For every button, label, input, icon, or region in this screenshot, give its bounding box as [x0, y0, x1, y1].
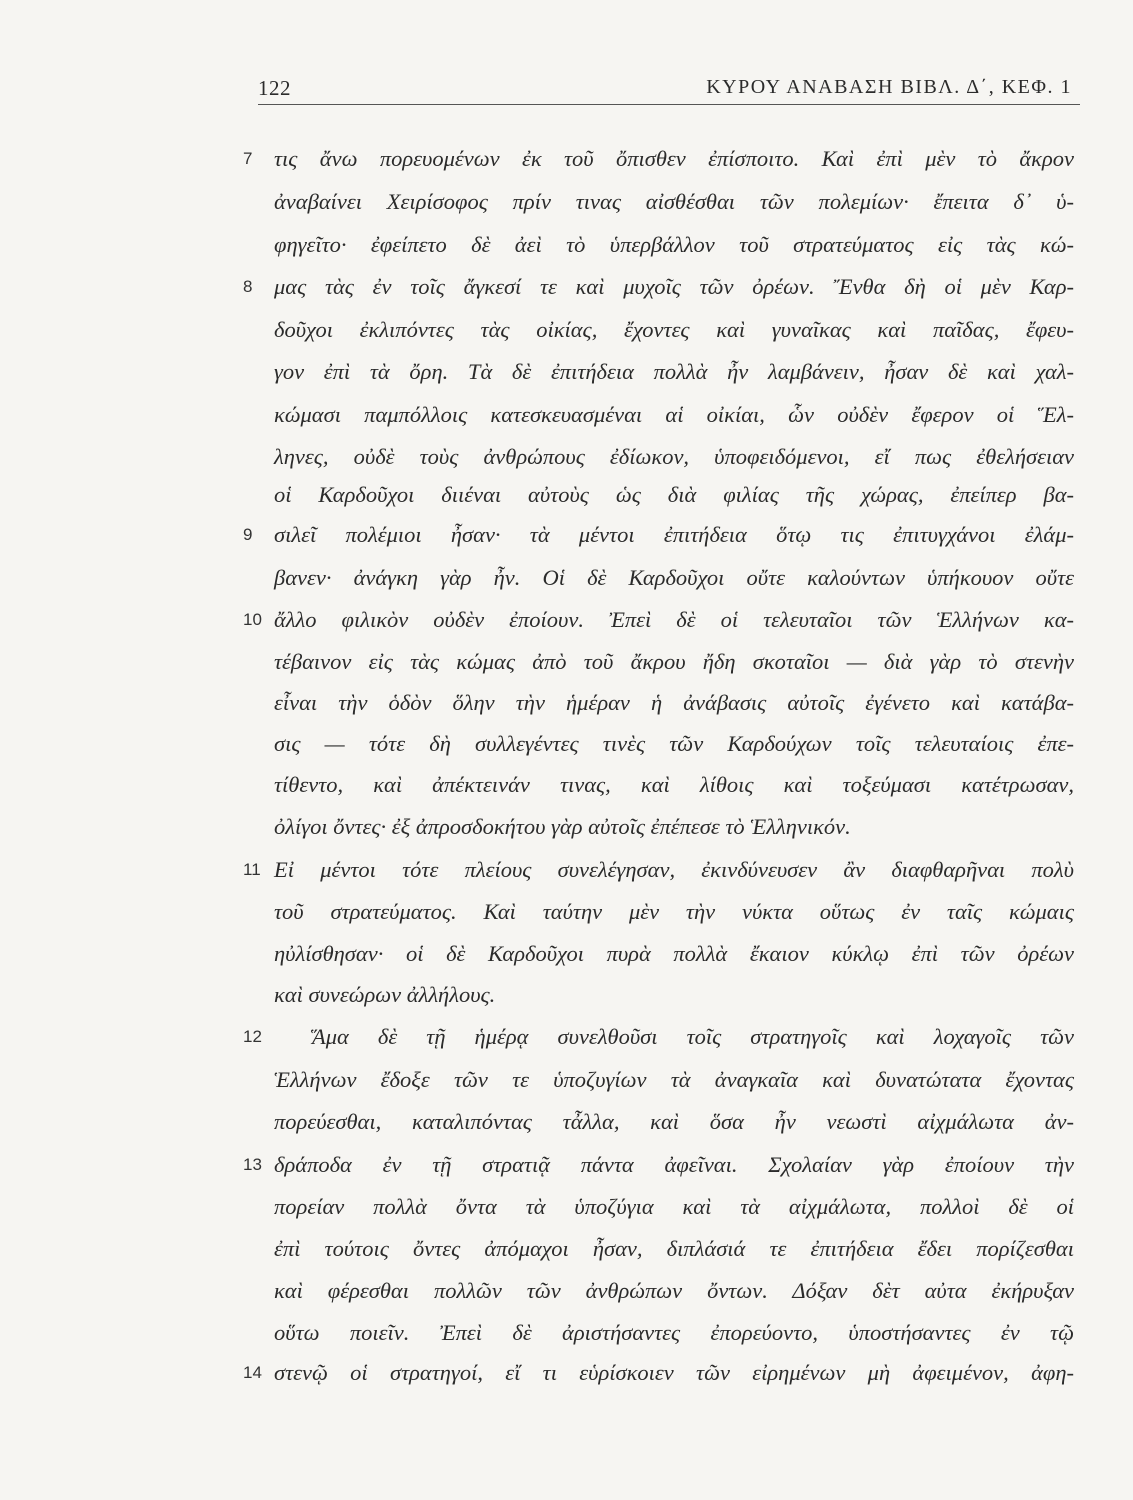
text-line: μας τὰς ἐν τοῖς ἄγκεσί τε καὶ μυχοῖς τῶν ὀρέων. Ἔνθα δὴ οἱ μὲν Καρ- — [274, 274, 1074, 299]
text-line: καὶ συνεώρων ἀλλήλους. — [274, 982, 496, 1007]
text-line: εἶναι τὴν ὁδὸν ὅλην τὴν ἡμέραν ἡ ἀνάβασις αὐτοῖς ἐγένετο καὶ κατάβα- — [274, 690, 1074, 715]
text-line: κώμασι παμπόλλοις κατεσκευασμέναι αἱ οἰκίαι, ὧν οὐδὲν ἔφερον οἱ Ἕλ- — [274, 402, 1074, 427]
text-line: τίθεντο, καὶ ἀπέκτεινάν τινας, καὶ λίθοις καὶ τοξεύμασι κατέτρωσαν, — [274, 772, 1074, 797]
text-line: στενῷ οἱ στρατηγοί, εἴ τι εὑρίσκοιεν τῶν εἰρημένων μὴ ἀφειμένον, ἀφη- — [274, 1360, 1074, 1385]
text-line: φηγεῖτο· ἐφείπετο δὲ ἀεὶ τὸ ὑπερβάλλον τοῦ στρατεύματος εἰς τὰς κώ- — [274, 232, 1074, 257]
text-line: γον ἐπὶ τὰ ὄρη. Τὰ δὲ ἐπιτήδεια πολλὰ ἦν λαμβάνειν, ἦσαν δὲ καὶ χαλ- — [274, 359, 1074, 384]
text-line: οὕτω ποιεῖν. Ἐπεὶ δὲ ἀριστήσαντες ἐπορεύοντο, ὑποστήσαντες ἐν τῷ — [274, 1320, 1074, 1345]
text-line: δράποδα ἐν τῇ στρατιᾷ πάντα ἀφεῖναι. Σχολαίαν γὰρ ἐποίουν τὴν — [274, 1152, 1074, 1177]
section-number: 9 — [243, 525, 253, 544]
page-number: 122 — [258, 76, 291, 100]
text-line: Ἅμα δὲ τῇ ἡμέρᾳ συνελθοῦσι τοῖς στρατηγοῖς καὶ λοχαγοῖς τῶν — [312, 1024, 1074, 1049]
text-line: πορεύεσθαι, καταλιπόντας τἆλλα, καὶ ὅσα ἦν νεωστὶ αἰχμάλωτα ἀν- — [274, 1109, 1074, 1134]
section-number: 8 — [243, 277, 253, 296]
page-header — [258, 74, 1080, 105]
text-line: τέβαινον εἰς τὰς κώμας ἀπὸ τοῦ ἄκρου ἤδη σκοταῖοι — διὰ γὰρ τὸ στενὴν — [274, 649, 1074, 674]
text-line: τοῦ στρατεύματος. Καὶ ταύτην μὲν τὴν νύκτα οὕτως ἐν ταῖς κώμαις — [274, 899, 1074, 924]
text-line: ἐπὶ τούτοις ὄντες ἀπόμαχοι ἦσαν, διπλάσιά τε ἐπιτήδεια ἔδει πορίζεσθαι — [274, 1236, 1074, 1261]
text-line: δοῦχοι ἐκλιπόντες τὰς οἰκίας, ἔχοντες καὶ γυναῖκας καὶ παῖδας, ἔφευ- — [274, 317, 1074, 342]
text-line: Ἑλλήνων ἔδοξε τῶν τε ὑποζυγίων τὰ ἀναγκαῖα καὶ δυνατώτατα ἔχοντας — [274, 1067, 1074, 1092]
text-line: βανεν· ἀνάγκη γὰρ ἦν. Οἱ δὲ Καρδοῦχοι οὔτε καλούντων ὑπήκουον οὔτε — [274, 565, 1074, 590]
text-line: πορείαν πολλὰ ὄντα τὰ ὑποζύγια καὶ τὰ αἰχμάλωτα, πολλοὶ δὲ οἱ — [274, 1194, 1074, 1219]
section-number: 13 — [243, 1155, 262, 1174]
text-line: οἱ Καρδοῦχοι διιέναι αὐτοὺς ὡς διὰ φιλίας τῆς χώρας, ἐπείπερ βα- — [274, 482, 1074, 507]
text-line: σιλεῖ πολέμιοι ἦσαν· τὰ μέντοι ἐπιτήδεια ὅτῳ τις ἐπιτυγχάνοι ἐλάμ- — [274, 522, 1074, 547]
text-line: τις ἄνω πορευομένων ἐκ τοῦ ὄπισθεν ἐπίσποιτο. Καὶ ἐπὶ μὲν τὸ ἄκρον — [274, 146, 1074, 171]
text-line: ἄλλο φιλικὸν οὐδὲν ἐποίουν. Ἐπεὶ δὲ οἱ τελευταῖοι τῶν Ἑλλήνων κα- — [274, 607, 1074, 632]
text-line: Εἰ μέντοι τότε πλείους συνελέγησαν, ἐκινδύνευσεν ἂν διαφθαρῆναι πολὺ — [274, 857, 1074, 882]
section-number: 14 — [243, 1363, 262, 1382]
text-line: ὀλίγοι ὄντες· ἐξ ἀπροσδοκήτου γὰρ αὐτοῖς ἐπέπεσε τὸ Ἑλληνικόν. — [274, 814, 851, 839]
section-number: 11 — [243, 860, 261, 879]
text-line: σις — τότε δὴ συλλεγέντες τινὲς τῶν Καρδούχων τοῖς τελευταίοις ἐπε- — [274, 731, 1074, 756]
text-line: ἀναβαίνει Χειρίσοφος πρίν τινας αἰσθέσθαι τῶν πολεμίων· ἔπειτα δ᾽ ὑ- — [274, 189, 1074, 214]
section-number: 10 — [243, 610, 262, 629]
running-title: ΚΥΡΟΥ ΑΝΑΒΑΣΗ ΒΙΒΛ. Δ΄, ΚΕΦ. 1 — [706, 76, 1072, 98]
section-number: 7 — [243, 149, 253, 168]
text-line: καὶ φέρεσθαι πολλῶν τῶν ἀνθρώπων ὄντων. Δόξαν δὲτ αὐτα ἐκήρυξαν — [274, 1278, 1074, 1303]
text-line: ηὐλίσθησαν· οἱ δὲ Καρδοῦχοι πυρὰ πολλὰ ἔκαιον κύκλῳ ἐπὶ τῶν ὀρέων — [274, 941, 1074, 966]
section-number: 12 — [243, 1027, 262, 1046]
text-line: ληνες, οὐδὲ τοὺς ἀνθρώπους ἐδίωκον, ὑποφειδόμενοι, εἴ πως ἐθελήσειαν — [274, 444, 1074, 469]
